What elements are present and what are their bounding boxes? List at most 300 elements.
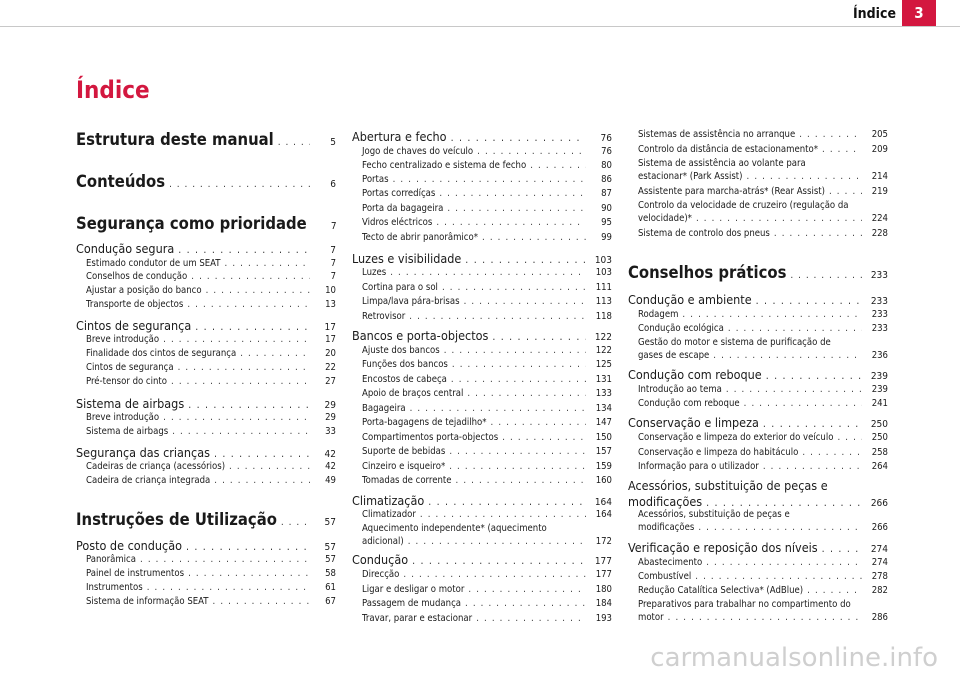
toc-subsection[interactable] (76, 461, 336, 472)
toc-entry-title-line[interactable]: Aquecimento independente* (aquecimento (362, 523, 547, 534)
toc-page-number: 172 (595, 536, 612, 547)
toc-entry-title: Finalidade dos cintos de segurança (86, 348, 237, 359)
toc-entry-title: Introdução ao tema (638, 384, 722, 395)
toc-page-number: 134 (595, 403, 612, 414)
toc-page-number: 5 (330, 137, 336, 148)
toc-page-number: 209 (871, 144, 888, 155)
toc-entry-title-line[interactable]: Acessórios, substituição de peças e (628, 478, 828, 493)
toc-page-number: 239 (871, 384, 888, 395)
dot-leader (444, 345, 586, 356)
dot-leader (225, 258, 310, 269)
toc-entry-title: Sistemas de assistência no arranque (638, 129, 796, 140)
toc-subsection[interactable] (352, 267, 612, 278)
toc-entry-title-line[interactable]: Controlo da velocidade de cruzeiro (regulação da (638, 200, 849, 211)
toc-page-number: 266 (870, 498, 888, 509)
toc-entry-title: Luzes e visibilidade (352, 251, 462, 266)
toc-subsection[interactable] (628, 129, 888, 140)
toc-entry-title: Verificação e reposição dos níveis (628, 540, 818, 555)
toc-entry-title: Conservação e limpeza do habitáculo (638, 447, 799, 458)
toc-page-number: 274 (871, 557, 888, 568)
toc-page-number: 236 (871, 350, 888, 361)
dot-leader (436, 217, 586, 228)
toc-page-number: 42 (325, 461, 336, 472)
dot-leader (728, 323, 862, 334)
toc-entry-title: Informação para o utilizador (638, 461, 759, 472)
toc-entry-title: Transporte de objectos (86, 299, 184, 310)
toc-entry-title: Breve introdução (86, 334, 160, 345)
toc-page-number: 177 (594, 556, 612, 567)
toc-page-number: 27 (325, 376, 336, 387)
toc-page-number: 99 (601, 232, 612, 243)
toc-subsection[interactable] (76, 554, 336, 565)
toc-entry-title: Combustível (638, 571, 692, 582)
dot-leader (449, 461, 586, 472)
toc-page-number: 57 (324, 542, 336, 553)
toc-entry-title: Controlo da distância de estacionamento* (638, 144, 818, 155)
toc-page-number: 159 (595, 461, 612, 472)
toc-page-number: 7 (330, 271, 336, 282)
toc-section[interactable] (628, 540, 888, 555)
toc-page-number: 180 (595, 584, 612, 595)
toc-page-number: 193 (595, 613, 612, 624)
toc-page-number: 250 (870, 419, 888, 430)
toc-subsection[interactable] (352, 598, 612, 609)
toc-subsection[interactable] (352, 432, 612, 443)
toc-subsection[interactable] (628, 398, 888, 409)
dot-leader (403, 569, 586, 580)
dot-leader (706, 557, 862, 568)
toc-subsection[interactable] (76, 412, 336, 423)
toc-page-number: 76 (600, 133, 612, 144)
toc-entry-title: Condução e ambiente (628, 292, 752, 307)
dot-leader (467, 388, 586, 399)
toc-subsection[interactable] (352, 188, 612, 199)
dot-leader (452, 359, 586, 370)
toc-subsection[interactable] (76, 362, 336, 373)
toc-page-number: 282 (871, 585, 888, 596)
dot-leader (281, 517, 310, 528)
toc-entry-title: Porta da bagageira (362, 203, 444, 214)
toc-page-number: 122 (595, 345, 612, 356)
toc-entry-title: Cadeiras de criança (acessórios) (86, 461, 226, 472)
dot-leader (464, 296, 586, 307)
dot-leader (456, 475, 587, 486)
dot-leader (140, 554, 310, 565)
toc-section[interactable] (76, 445, 336, 460)
toc-entry-title: Conservação e limpeza do exterior do veículo (638, 432, 834, 443)
toc-subsection[interactable] (76, 475, 336, 486)
toc-entry-title: Estimado condutor de um SEAT (86, 258, 221, 269)
toc-subsection[interactable] (352, 146, 612, 157)
dot-leader (213, 596, 310, 607)
toc-subsection[interactable] (628, 213, 888, 224)
toc-subsection[interactable] (352, 388, 612, 399)
toc-subsection[interactable] (352, 282, 612, 293)
toc-entry-title: Portas corredíças (362, 188, 436, 199)
toc-entry-title-line[interactable]: Sistema de assistência ao volante para (638, 158, 806, 169)
dot-leader (409, 311, 586, 322)
dot-leader (698, 522, 862, 533)
dot-leader (187, 299, 310, 310)
toc-chapter[interactable] (76, 510, 336, 529)
toc-entry-title: Sistema de informação SEAT (86, 596, 209, 607)
toc-page-number: 113 (595, 296, 612, 307)
toc-chapter[interactable] (76, 214, 336, 233)
toc-entry-title: Breve introdução (86, 412, 160, 423)
toc-page-number: 233 (870, 296, 888, 307)
toc-subsection[interactable] (352, 536, 612, 547)
toc-section[interactable] (628, 367, 888, 382)
dot-leader (163, 334, 310, 345)
toc-section[interactable] (352, 493, 612, 508)
toc-subsection[interactable] (628, 350, 888, 361)
toc-subsection[interactable] (628, 585, 888, 596)
toc-entry-title: Abastecimento (638, 557, 703, 568)
toc-page-number: 228 (871, 228, 888, 239)
dot-leader (822, 543, 862, 555)
toc-page-number: 157 (595, 446, 612, 457)
toc-entry-title: Travar, parar e estacionar (362, 613, 473, 624)
toc-page-number: 17 (324, 322, 336, 333)
toc-entry-title: Segurança como prioridade (76, 214, 307, 233)
toc-entry-title: Cinzeiro e isqueiro* (362, 461, 446, 472)
dot-leader (163, 412, 310, 423)
toc-entry-title: Posto de condução (76, 538, 182, 553)
toc-page-number: 58 (325, 568, 336, 579)
dot-leader (799, 129, 862, 140)
toc-entry-title: Direcção (362, 569, 400, 580)
page-number-badge: 3 (902, 0, 936, 26)
toc-entry-title: Rodagem (638, 309, 679, 320)
dot-leader (482, 232, 586, 243)
toc-page-number: 150 (595, 432, 612, 443)
toc-subsection[interactable] (628, 612, 888, 623)
toc-entry-title: Tomadas de corrente (362, 475, 452, 486)
dot-leader (240, 348, 310, 359)
dot-leader (408, 536, 586, 547)
toc-section[interactable] (628, 494, 888, 509)
dot-leader (695, 571, 862, 582)
toc-entry-title: Conselhos práticos (628, 263, 787, 282)
dot-leader (682, 309, 862, 320)
toc-page-number: 6 (330, 179, 336, 190)
toc-subsection[interactable] (628, 309, 888, 320)
toc-subsection[interactable] (76, 376, 336, 387)
dot-leader (476, 613, 586, 624)
dot-leader (420, 509, 586, 520)
toc-subsection[interactable] (76, 334, 336, 345)
dot-leader (668, 612, 862, 623)
toc-section[interactable] (352, 328, 612, 343)
toc-entry-title: Ajustar a posição do banco (86, 285, 202, 296)
toc-page-number: 241 (871, 398, 888, 409)
dot-leader (393, 174, 586, 185)
toc-entry-title: gases de escape (638, 350, 710, 361)
toc-entry-title: modificações (628, 494, 703, 509)
toc-entry-title: Conteúdos (76, 172, 166, 191)
toc-chapter[interactable] (76, 130, 336, 149)
toc-page-number: 233 (870, 270, 888, 281)
toc-entry-title: Condução com reboque (638, 398, 740, 409)
toc-subsection[interactable] (76, 426, 336, 437)
toc-page-number: 250 (871, 432, 888, 443)
toc-page-number: 118 (595, 311, 612, 322)
dot-leader (696, 213, 862, 224)
dot-leader (229, 461, 310, 472)
toc-page-number: 274 (870, 544, 888, 555)
toc-page-number: 61 (325, 582, 336, 593)
dot-leader (766, 370, 862, 382)
toc-chapter[interactable] (628, 263, 888, 282)
toc-subsection[interactable] (628, 323, 888, 334)
toc-subsection[interactable] (76, 582, 336, 593)
toc-page-number: 95 (601, 217, 612, 228)
toc-page-number: 87 (601, 188, 612, 199)
toc-subsection[interactable] (76, 299, 336, 310)
toc-page-number: 205 (871, 129, 888, 140)
dot-leader (763, 418, 862, 430)
toc-page-number: 42 (324, 449, 336, 460)
toc-subsection[interactable] (628, 447, 888, 458)
dot-leader (491, 417, 586, 428)
toc-subsection[interactable] (628, 144, 888, 155)
toc-page-number: 57 (324, 517, 336, 528)
dot-leader (744, 398, 862, 409)
toc-page-number: 266 (871, 522, 888, 533)
toc-subsection[interactable] (352, 203, 612, 214)
toc-entry-title: Porta-bagagens de tejadilho* (362, 417, 487, 428)
toc-entry-title: Suporte de bebidas (362, 446, 446, 457)
toc-subsection[interactable] (352, 569, 612, 580)
dot-leader (774, 228, 862, 239)
toc-entry-title: Apoio de braços central (362, 388, 464, 399)
dot-leader (278, 137, 310, 148)
toc-entry-title: Retrovisor (362, 311, 406, 322)
dot-leader (451, 374, 586, 385)
toc-page-number: 86 (601, 174, 612, 185)
toc-entry-title: Cintos de segurança (86, 362, 174, 373)
dot-leader (442, 282, 586, 293)
toc-section[interactable] (76, 318, 336, 333)
dot-leader (178, 362, 310, 373)
toc-entry-title: Abertura e fecho (352, 129, 447, 144)
toc-subsection[interactable] (352, 359, 612, 370)
dot-leader (147, 582, 310, 593)
toc-subsection[interactable] (352, 403, 612, 414)
toc-page-number: 286 (871, 612, 888, 623)
toc-subsection[interactable] (352, 613, 612, 624)
toc-entry-title: Climatizador (362, 509, 416, 520)
toc-entry-title: Redução Catalítica Selectiva* (AdBlue) (638, 585, 804, 596)
toc-section[interactable] (352, 552, 612, 567)
toc-subsection[interactable] (628, 384, 888, 395)
toc-entry-title: Vidros eléctricos (362, 217, 433, 228)
toc-subsection[interactable] (352, 311, 612, 322)
toc-subsection[interactable] (76, 271, 336, 282)
dot-leader (449, 446, 586, 457)
dot-leader (807, 585, 862, 596)
header-title: Índice (853, 6, 896, 22)
toc-entry-title: Cintos de segurança (76, 318, 192, 333)
toc-subsection[interactable] (628, 522, 888, 533)
toc-entry-title: Conservação e limpeza (628, 415, 759, 430)
toc-subsection[interactable] (352, 345, 612, 356)
toc-subsection[interactable] (76, 285, 336, 296)
toc-page-number: 80 (601, 160, 612, 171)
toc-entry-title-line[interactable]: Gestão do motor e sistema de purificação de (638, 337, 831, 348)
toc-entry-title: Funções dos bancos (362, 359, 448, 370)
toc-subsection[interactable] (628, 228, 888, 239)
toc-page-number: 7 (330, 245, 336, 256)
toc-entry-title: adicional) (362, 536, 404, 547)
toc-section[interactable] (76, 396, 336, 411)
toc-page-number: 103 (594, 255, 612, 266)
toc-entry-title: Luzes (362, 267, 387, 278)
toc-page-number: 17 (325, 334, 336, 345)
toc-section[interactable] (352, 251, 612, 266)
toc-subsection[interactable] (76, 258, 336, 269)
dot-leader (726, 384, 862, 395)
toc-entry-title: Condução com reboque (628, 367, 762, 382)
toc-subsection[interactable] (628, 461, 888, 472)
toc-entry-title: Estrutura deste manual (76, 130, 274, 149)
toc-entry-title: Ligar e desligar o motor (362, 584, 465, 595)
toc-entry-title: modificações (638, 522, 695, 533)
toc-subsection[interactable] (352, 461, 612, 472)
dot-leader (530, 160, 586, 171)
toc-subsection[interactable] (352, 160, 612, 171)
dot-leader (465, 598, 586, 609)
toc-page-number: 233 (871, 309, 888, 320)
toc-entry-title: Compartimentos porta-objectos (362, 432, 499, 443)
toc-page-number: 278 (871, 571, 888, 582)
toc-subsection[interactable] (352, 296, 612, 307)
toc-section[interactable] (628, 292, 888, 307)
toc-entry-title: Sistema de controlo dos pneus (638, 228, 770, 239)
toc-page-number: 10 (325, 285, 336, 296)
toc-subsection[interactable] (76, 568, 336, 579)
toc-page-number: 13 (325, 299, 336, 310)
dot-leader (837, 432, 862, 443)
toc-page-number: 125 (595, 359, 612, 370)
toc-entry-title: Conselhos de condução (86, 271, 188, 282)
toc-subsection[interactable] (352, 374, 612, 385)
toc-chapter[interactable] (76, 172, 336, 191)
dot-leader (802, 447, 862, 458)
dot-leader (191, 271, 310, 282)
dot-leader (195, 321, 310, 333)
toc-page-number: 177 (595, 569, 612, 580)
toc-subsection[interactable] (76, 348, 336, 359)
toc-subsection[interactable] (628, 571, 888, 582)
toc-entry-title: Condução segura (76, 241, 175, 256)
toc-page-number: 76 (601, 146, 612, 157)
toc-entry-title: Cortina para o sol (362, 282, 438, 293)
toc-entry-title: Passagem de mudança (362, 598, 461, 609)
toc-page-number: 224 (871, 213, 888, 224)
toc-subsection[interactable] (628, 432, 888, 443)
dot-leader (412, 555, 586, 567)
toc-page-number: 49 (325, 475, 336, 486)
dot-leader (790, 270, 862, 281)
page-header (0, 0, 960, 27)
dot-leader (206, 285, 310, 296)
toc-page-number: 29 (325, 412, 336, 423)
toc-page-number: 233 (871, 323, 888, 334)
toc-entry-title: Bagageira (362, 403, 406, 414)
toc-entry-title: Pré-tensor do cinto (86, 376, 168, 387)
toc-subsection[interactable] (352, 475, 612, 486)
dot-leader (410, 403, 586, 414)
dot-leader (829, 186, 862, 197)
toc-entry-title: Climatização (352, 493, 425, 508)
toc-section[interactable] (76, 241, 336, 256)
toc-entry-title: Condução ecológica (638, 323, 724, 334)
toc-entry-title: Cadeira de criança integrada (86, 475, 211, 486)
toc-page-number: 164 (594, 497, 612, 508)
page-title: Índice (76, 76, 150, 104)
toc-page-number: 219 (871, 186, 888, 197)
toc-page-number: 57 (325, 554, 336, 565)
toc-subsection[interactable] (352, 584, 612, 595)
dot-leader (763, 461, 862, 472)
dot-leader (447, 203, 586, 214)
toc-subsection[interactable] (76, 596, 336, 607)
dot-leader (169, 179, 310, 190)
toc-entry-title: Instrumentos (86, 582, 143, 593)
toc-subsection[interactable] (352, 232, 612, 243)
toc-section[interactable] (628, 415, 888, 430)
dot-leader (713, 350, 862, 361)
toc-entry-title: Ajuste dos bancos (362, 345, 440, 356)
toc-entry-title: Jogo de chaves do veículo (362, 146, 474, 157)
toc-entry-title: Assistente para marcha-atrás* (Rear Assist) (638, 186, 825, 197)
toc-page-number: 258 (871, 447, 888, 458)
toc-page-number: 20 (325, 348, 336, 359)
toc-page-number: 122 (594, 332, 612, 343)
toc-section[interactable] (76, 538, 336, 553)
toc-subsection[interactable] (352, 417, 612, 428)
toc-subsection[interactable] (352, 509, 612, 520)
toc-subsection[interactable] (628, 557, 888, 568)
toc-section[interactable] (352, 129, 612, 144)
toc-entry-title: motor (638, 612, 664, 623)
toc-entry-title-line[interactable]: Acessórios, substituição de peças e (638, 509, 790, 520)
toc-entry-title: Fecho centralizado e sistema de fecho (362, 160, 527, 171)
toc-page-number: 133 (595, 388, 612, 399)
toc-subsection[interactable] (352, 174, 612, 185)
dot-leader (477, 146, 586, 157)
toc-page-number: 29 (324, 400, 336, 411)
toc-entry-title: Limpa/lava pára-brisas (362, 296, 460, 307)
dot-leader (492, 331, 586, 343)
toc-subsection[interactable] (628, 171, 888, 182)
toc-subsection[interactable] (628, 186, 888, 197)
toc-page-number: 90 (601, 203, 612, 214)
toc-subsection[interactable] (352, 217, 612, 228)
dot-leader (178, 244, 310, 256)
toc-page-number: 264 (871, 461, 888, 472)
dot-leader (747, 171, 863, 182)
toc-page-number: 33 (325, 426, 336, 437)
dot-leader (428, 496, 586, 508)
toc-subsection[interactable] (352, 446, 612, 457)
toc-entry-title-line[interactable]: Preparativos para trabalhar no compartimento do (638, 599, 851, 610)
toc-page-number: 7 (330, 221, 337, 232)
toc-page-number: 67 (325, 596, 336, 607)
toc-page-number: 103 (595, 267, 612, 278)
toc-page-number: 239 (870, 371, 888, 382)
